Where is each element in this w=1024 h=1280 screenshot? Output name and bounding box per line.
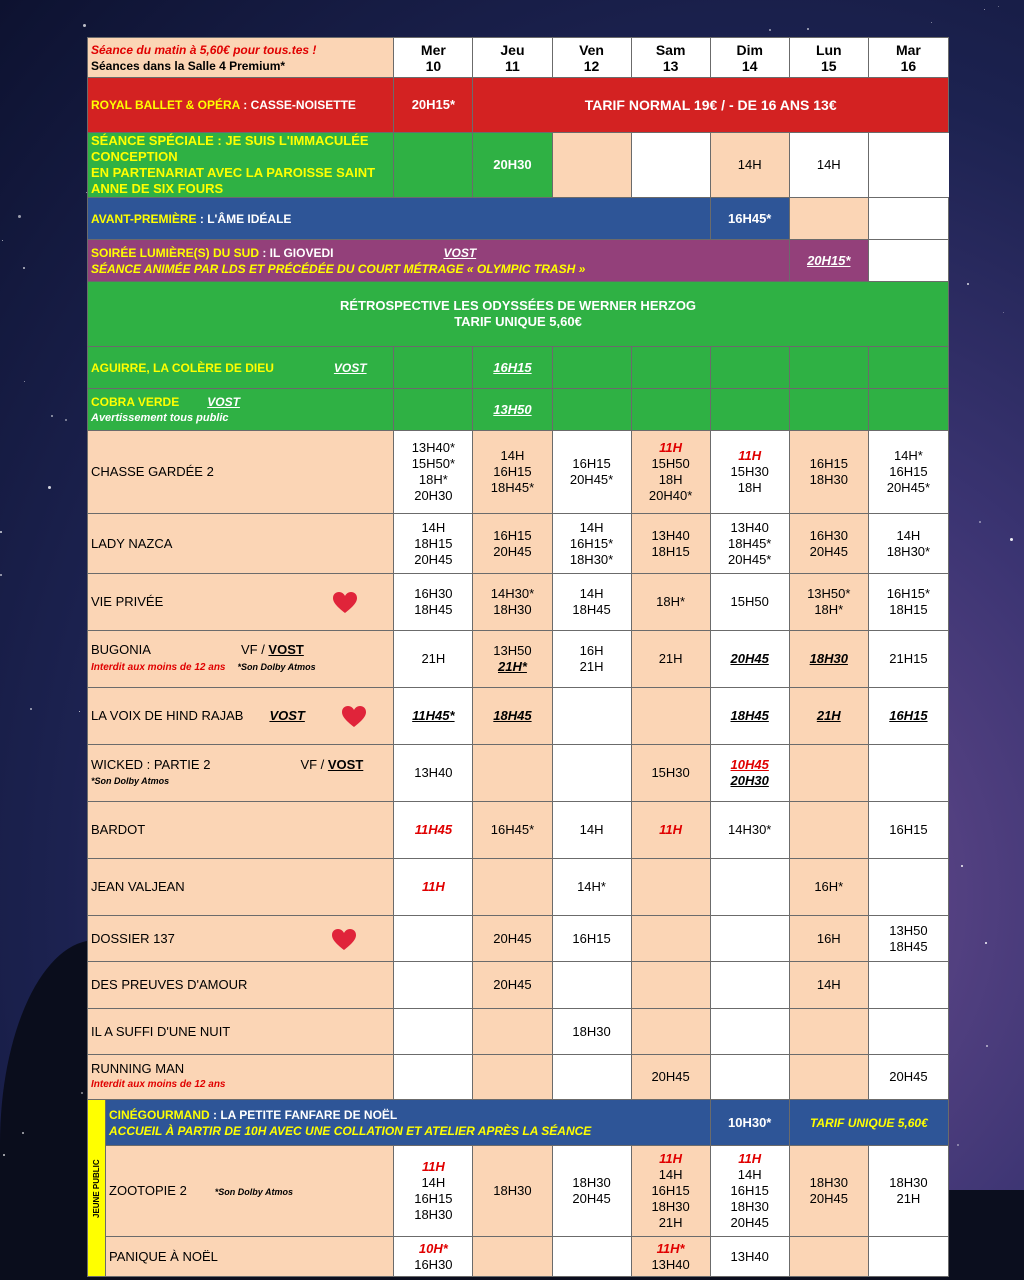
cobra-thu: 13H50 — [473, 389, 552, 431]
cinegourmand-row — [88, 1100, 949, 1146]
film-row-jean-valjean — [88, 859, 949, 916]
seance-fri: 20H30 — [473, 133, 552, 198]
showtime-sat: 20H45 — [631, 1055, 710, 1100]
showtime-sat: 11H — [631, 802, 710, 859]
star-dot — [24, 381, 25, 382]
schedule-sheet — [87, 37, 949, 1272]
showtime-tue: 16H15 — [868, 802, 948, 859]
ballet-price: TARIF NORMAL 19€ / - DE 16 ANS 13€ — [473, 78, 949, 133]
day-header: Dim 14 — [710, 38, 789, 78]
showtime-sat: 11H* 13H40 — [631, 1237, 710, 1277]
star-dot — [51, 415, 53, 417]
showtime-wed: 16H30 18H45 — [394, 574, 473, 631]
day-header: Jeu 11 — [473, 38, 552, 78]
ballet-row — [88, 78, 949, 133]
showtime-thu: 20H45 — [473, 962, 552, 1009]
film-row-aguirre — [88, 347, 949, 389]
retrospective-header-row — [88, 282, 949, 347]
showtime-tue: 20H45 — [868, 1055, 948, 1100]
showtime-thu: 14H30* 18H30 — [473, 574, 552, 631]
retrospective-header: RÉTROSPECTIVE LES ODYSSÉES DE WERNER HERZOG TARIF UNIQUE 5,60€ — [88, 282, 949, 347]
film-row-vie-privee — [88, 574, 949, 631]
showtime-thu: 14H 16H15 18H45* — [473, 431, 552, 514]
soiree-label: SOIRÉE LUMIÈRE(S) DU SUD : IL GIOVEDI VOST SÉANCE ANIMÉE PAR LDS ET PRÉCÉDÉE DU COURT MÉTRAGE « OLYMPIC TRASH » — [88, 240, 790, 282]
star-dot — [2, 240, 3, 241]
star-dot — [23, 267, 25, 269]
showtime-wed: 14H 18H15 20H45 — [394, 514, 473, 574]
star-dot — [1010, 538, 1013, 541]
seance-mon: 14H — [710, 133, 789, 198]
showtime-fri: 18H30 20H45 — [552, 1146, 631, 1237]
showtime-mon: 18H30 — [789, 631, 868, 688]
showtime-thu: 20H45 — [473, 916, 552, 962]
cinegourmand-label: CINÉGOURMAND : LA PETITE FANFARE DE NOËL ACCUEIL À PARTIR DE 10H AVEC UNE COLLATION ET ATELIER APRÈS LA SÉANCE — [106, 1100, 711, 1146]
star-dot — [957, 1144, 959, 1146]
film-title-cell: COBRA VERDE VOST Avertissement tous public — [88, 389, 394, 431]
ballet-label-cell: ROYAL BALLET & OPÉRA : CASSE-NOISETTE — [88, 78, 394, 133]
film-title-cell: LA VOIX DE HIND RAJAB VOST — [88, 688, 394, 745]
film-title-cell: ZOOTOPIE 2 *Son Dolby Atmos — [106, 1146, 394, 1237]
schedule-table — [87, 37, 949, 1277]
showtime-sun: 20H45 — [710, 631, 789, 688]
film-row-hind-rajab — [88, 688, 949, 745]
star-dot — [986, 1045, 988, 1047]
showtime-mon: 16H — [789, 916, 868, 962]
showtime-fri: 18H30 — [552, 1009, 631, 1055]
showtime-mon: 16H* — [789, 859, 868, 916]
avp-sun: 16H45* — [710, 198, 789, 240]
heart-icon — [331, 928, 355, 950]
film-row-running-man — [88, 1055, 949, 1100]
header-info-cell — [88, 38, 394, 78]
showtime-sat: 18H* — [631, 574, 710, 631]
star-dot — [83, 24, 86, 27]
star-dot — [807, 28, 809, 30]
showtime-sun: 10H45 20H30 — [710, 745, 789, 802]
star-dot — [65, 419, 67, 421]
showtime-mon: 13H50* 18H* — [789, 574, 868, 631]
film-title: LADY NAZCA — [88, 514, 394, 574]
showtime-sun: 14H30* — [710, 802, 789, 859]
film-title: BARDOT — [88, 802, 394, 859]
avant-premiere-label: AVANT-PREMIÈRE : L'ÂME IDÉALE — [88, 198, 711, 240]
cinegourmand-sun: 10H30* — [710, 1100, 789, 1146]
star-dot — [1003, 312, 1004, 313]
showtime-mon: 18H30 20H45 — [789, 1146, 868, 1237]
showtime-tue: 16H15* 18H15 — [868, 574, 948, 631]
showtime-fri: 14H 18H45 — [552, 574, 631, 631]
film-row-chasse-gardee — [88, 431, 949, 514]
day-header: Mer 10 — [394, 38, 473, 78]
film-title: IL A SUFFI D'UNE NUIT — [88, 1009, 394, 1055]
showtime-tue: 13H50 18H45 — [868, 916, 948, 962]
aguirre-thu: 16H15 — [473, 347, 552, 389]
film-row-zootopie — [88, 1146, 949, 1237]
showtime-tue: 21H15 — [868, 631, 948, 688]
film-title: JEAN VALJEAN — [88, 859, 394, 916]
showtime-mon: 16H15 18H30 — [789, 431, 868, 514]
showtime-sat: 11H 14H 16H15 18H30 21H — [631, 1146, 710, 1237]
showtime-thu: 13H50 21H* — [473, 631, 552, 688]
showtime-sun: 15H50 — [710, 574, 789, 631]
seance-tue: 14H — [789, 133, 868, 198]
star-dot — [979, 521, 981, 523]
day-header: Ven 12 — [552, 38, 631, 78]
star-dot — [769, 29, 771, 31]
film-row-panique-noel — [88, 1237, 949, 1277]
showtime-wed: 13H40 — [394, 745, 473, 802]
film-row-il-a-suffi — [88, 1009, 949, 1055]
cinegourmand-price: TARIF UNIQUE 5,60€ — [789, 1100, 948, 1146]
ballet-time: 20H15* — [394, 78, 473, 133]
showtime-wed: 11H45 — [394, 802, 473, 859]
showtime-mon: 16H30 20H45 — [789, 514, 868, 574]
showtime-sat: 13H40 18H15 — [631, 514, 710, 574]
promo-text: Séance du matin à 5,60€ pour tous.tes ! — [91, 42, 317, 57]
day-header: Mar 16 — [868, 38, 948, 78]
star-dot — [3, 1154, 5, 1156]
film-row-lady-nazca — [88, 514, 949, 574]
soiree-mon: 20H15* — [789, 240, 868, 282]
header-row — [88, 38, 949, 78]
showtime-sat: 21H — [631, 631, 710, 688]
film-row-bugonia — [88, 631, 949, 688]
film-title-cell: DOSSIER 137 — [88, 916, 394, 962]
star-dot — [0, 574, 2, 576]
showtime-fri: 16H15 — [552, 916, 631, 962]
showtime-thu: 18H30 — [473, 1146, 552, 1237]
showtime-wed: 13H40* 15H50* 18H* 20H30 — [394, 431, 473, 514]
star-dot — [79, 711, 80, 712]
showtime-wed: 11H45* — [394, 688, 473, 745]
showtime-sun: 11H 15H30 18H — [710, 431, 789, 514]
film-title-cell: RUNNING MAN Interdit aux moins de 12 ans — [88, 1055, 394, 1100]
film-row-bardot — [88, 802, 949, 859]
showtime-sat: 11H 15H50 18H 20H40* — [631, 431, 710, 514]
showtime-sun: 11H 14H 16H15 18H30 20H45 — [710, 1146, 789, 1237]
star-dot — [931, 22, 932, 23]
showtime-fri: 16H15 20H45* — [552, 431, 631, 514]
showtime-fri: 16H 21H — [552, 631, 631, 688]
showtime-fri: 14H 16H15* 18H30* — [552, 514, 631, 574]
star-dot — [22, 1132, 24, 1134]
showtime-sun: 13H40 — [710, 1237, 789, 1277]
showtime-wed: 10H* 16H30 — [394, 1237, 473, 1277]
showtime-mon: 14H — [789, 962, 868, 1009]
showtime-sat: 15H30 — [631, 745, 710, 802]
soiree-row — [88, 240, 949, 282]
showtime-tue: 14H* 16H15 20H45* — [868, 431, 948, 514]
star-dot — [985, 942, 987, 944]
avant-premiere-row — [88, 198, 949, 240]
showtime-tue: 16H15 — [868, 688, 948, 745]
showtime-sun: 18H45 — [710, 688, 789, 745]
showtime-tue: 18H30 21H — [868, 1146, 948, 1237]
film-title: DES PREUVES D'AMOUR — [88, 962, 394, 1009]
star-dot — [18, 215, 21, 218]
film-title-cell: BUGONIA VF / VOST Interdit aux moins de 12 ans *Son Dolby Atmos — [88, 631, 394, 688]
film-row-wicked — [88, 745, 949, 802]
showtime-thu: 16H45* — [473, 802, 552, 859]
day-header: Sam 13 — [631, 38, 710, 78]
film-title-cell: WICKED : PARTIE 2 VF / VOST *Son Dolby Atmos — [88, 745, 394, 802]
showtime-fri: 14H* — [552, 859, 631, 916]
film-title: PANIQUE À NOËL — [106, 1237, 394, 1277]
star-dot — [81, 1092, 83, 1094]
star-dot — [48, 486, 51, 489]
showtime-wed: 21H — [394, 631, 473, 688]
star-dot — [0, 531, 2, 533]
star-dot — [967, 283, 969, 285]
star-dot — [984, 9, 985, 10]
film-title: CHASSE GARDÉE 2 — [88, 431, 394, 514]
seance-speciale-label: SÉANCE SPÉCIALE : JE SUIS L'IMMACULÉE CONCEPTION EN PARTENARIAT AVEC LA PAROISSE SAINT ANNE DE SIX FOURS — [88, 133, 394, 198]
film-title-cell: VIE PRIVÉE — [88, 574, 394, 631]
film-row-cobra-verde — [88, 389, 949, 431]
showtime-mon: 21H — [789, 688, 868, 745]
heart-icon — [341, 705, 365, 727]
film-row-preuves-amour — [88, 962, 949, 1009]
showtime-sun: 13H40 18H45* 20H45* — [710, 514, 789, 574]
film-row-dossier-137 — [88, 916, 949, 962]
star-dot — [961, 865, 963, 867]
star-dot — [998, 6, 999, 7]
showtime-tue: 14H 18H30* — [868, 514, 948, 574]
showtime-wed: 11H 14H 16H15 18H30 — [394, 1146, 473, 1237]
day-header: Lun 15 — [789, 38, 868, 78]
star-dot — [30, 708, 32, 710]
showtime-thu: 16H15 20H45 — [473, 514, 552, 574]
seance-speciale-row — [88, 133, 949, 198]
jeune-public-label: JEUNE PUBLIC — [88, 1100, 106, 1277]
showtime-wed: 11H — [394, 859, 473, 916]
showtime-thu: 18H45 — [473, 688, 552, 745]
showtime-fri: 14H — [552, 802, 631, 859]
heart-icon — [332, 591, 356, 613]
film-title-cell: AGUIRRE, LA COLÈRE DE DIEU VOST — [88, 347, 394, 389]
salle-text: Séances dans la Salle 4 Premium* — [91, 58, 286, 73]
